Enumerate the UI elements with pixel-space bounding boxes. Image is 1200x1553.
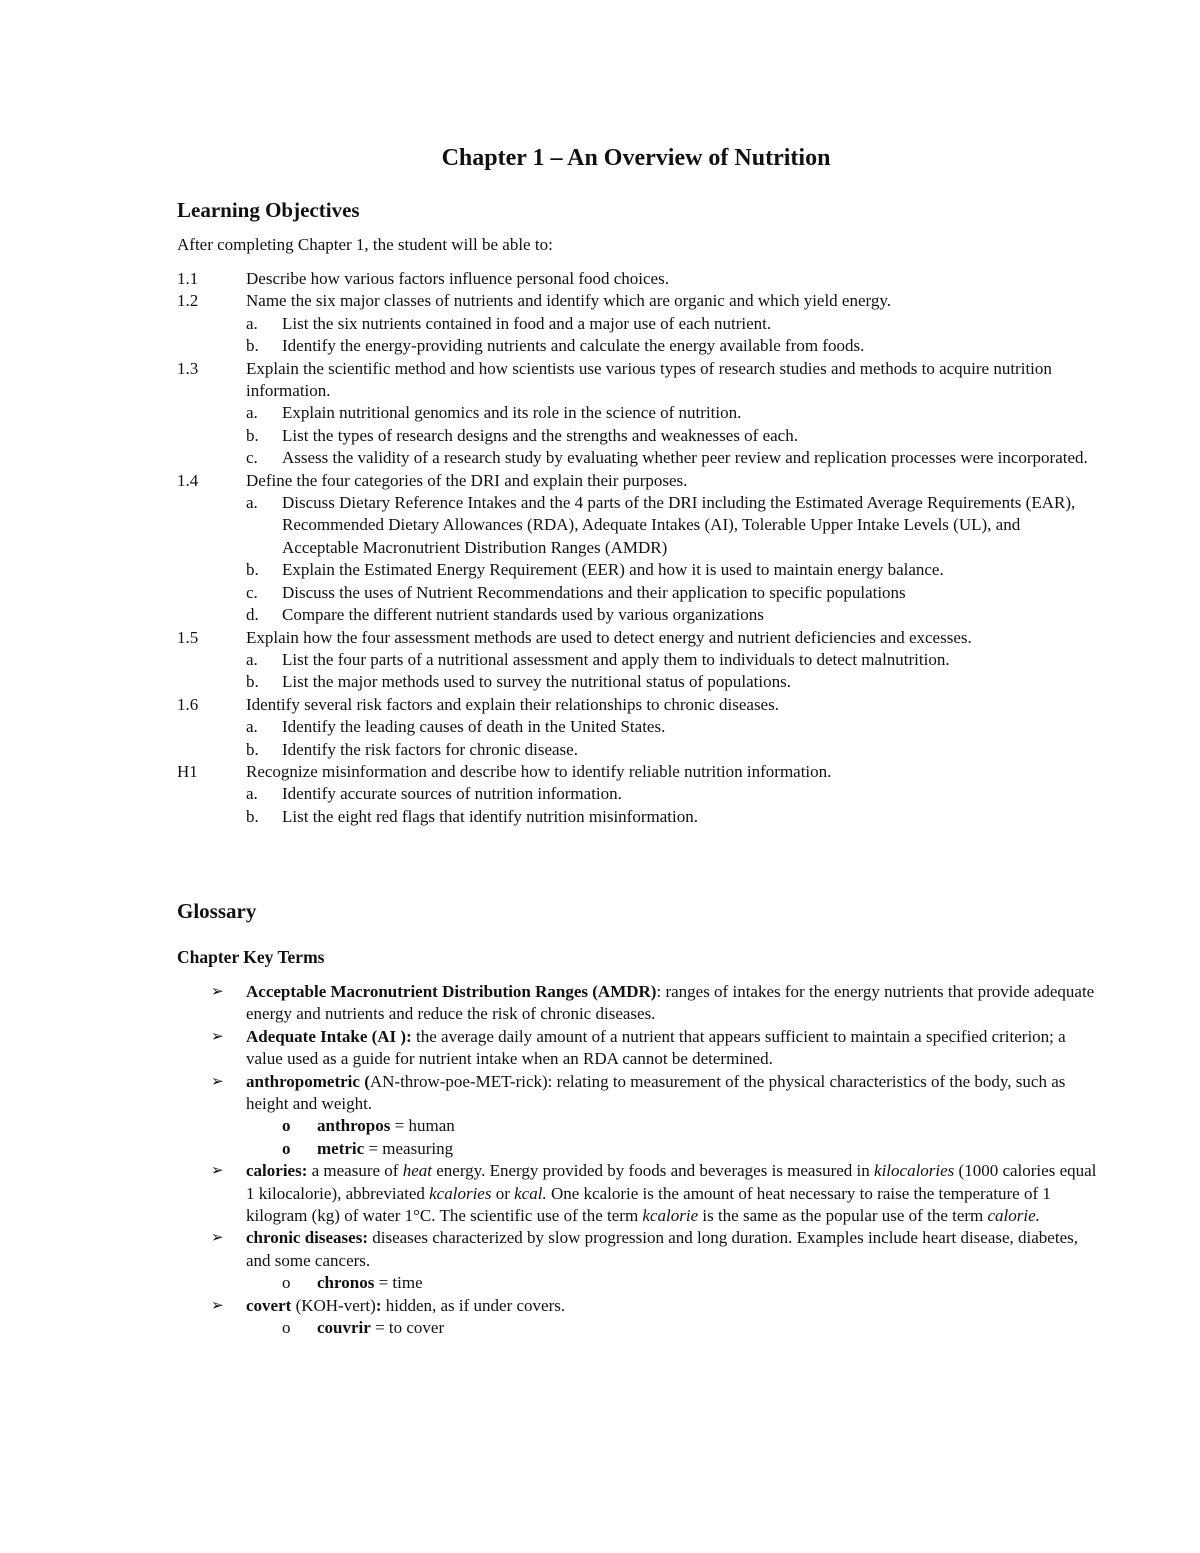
term-definition: diseases characterized by slow progression and long duration. Examples include heart disease, diabetes, and some cancers. xyxy=(246,1228,1078,1270)
arrow-bullet-icon: ➢ xyxy=(211,1297,224,1314)
objective-subitem xyxy=(177,739,1092,761)
glossary-term-amdr xyxy=(177,981,1102,1026)
objective-item xyxy=(177,358,1092,403)
objective-number: 1.5 xyxy=(177,627,199,647)
objective-subitem xyxy=(177,402,1092,424)
objective-subitem xyxy=(177,783,1092,805)
chapter-key-terms-heading: Chapter Key Terms xyxy=(177,947,325,967)
term-emphasis: kilocalories xyxy=(874,1161,955,1181)
term-definition: the average daily amount of a nutrient that appears sufficient to maintain a specified criterion; a value used as a guide for nutrient intake when an RDA cannot be determined. xyxy=(246,1026,1066,1069)
root-meaning: = to cover xyxy=(370,1318,445,1338)
term-definition: is the same as the popular use of the term xyxy=(698,1206,988,1226)
circle-bullet-icon: o xyxy=(282,1138,291,1158)
term-emphasis: kcal. xyxy=(514,1183,547,1203)
objective-text: Name the six major classes of nutrients and identify which are organic and which yield energy. xyxy=(246,291,892,311)
term-name: anthropometric ( xyxy=(246,1071,370,1091)
objective-subitem xyxy=(177,447,1092,469)
circle-bullet-icon: o xyxy=(282,1116,291,1136)
term-definition: One kcalorie is the amount of heat necessary to raise the temperature of 1 kilogram (kg) of water 1°C. The scientific use of the term xyxy=(246,1183,1051,1226)
arrow-bullet-icon: ➢ xyxy=(211,1163,224,1180)
root-word: anthropos xyxy=(317,1116,391,1136)
arrow-bullet-icon: ➢ xyxy=(211,1230,224,1247)
glossary-term-calories xyxy=(177,1160,1102,1227)
objective-subitem xyxy=(177,492,1092,559)
page-title: Chapter 1 – An Overview of Nutrition xyxy=(441,145,831,171)
circle-bullet-icon: o xyxy=(282,1318,291,1338)
root-meaning: = measuring xyxy=(364,1138,454,1158)
objective-number: 1.1 xyxy=(177,269,199,288)
objective-item xyxy=(177,627,1092,649)
objective-subitem xyxy=(177,559,1092,581)
term-definition: energy. Energy provided by foods and beverages is measured in xyxy=(431,1161,875,1181)
objective-number: H1 xyxy=(177,761,198,781)
circle-bullet-icon: o xyxy=(282,1273,291,1293)
glossary-term-chronic-diseases xyxy=(177,1227,1102,1272)
subitem-text: Discuss the uses of Nutrient Recommendations and their application to specific populations xyxy=(282,582,906,602)
word-root xyxy=(177,1138,1102,1160)
objective-text: Explain the scientific method and how scientists use various types of research studies and methods to acquire nutrition information. xyxy=(246,358,1052,401)
subitem-text: List the six nutrients contained in food and a major use of each nutrient. xyxy=(282,313,772,333)
objective-subitem xyxy=(177,582,1092,604)
objective-number: 1.3 xyxy=(177,358,199,378)
arrow-bullet-icon: ➢ xyxy=(211,984,224,1000)
objective-text: Describe how various factors influence personal food choices. xyxy=(246,269,669,288)
subitem-letter: a. xyxy=(246,313,258,333)
term-emphasis: kcalories xyxy=(429,1183,492,1203)
subitem-text: List the major methods used to survey the nutritional status of populations. xyxy=(282,672,791,692)
term-definition: : ranges of intakes for the energy nutrients that provide adequate energy and nutrients and reduce the risk of chronic diseases. xyxy=(246,982,1095,1024)
objective-number: 1.4 xyxy=(177,470,199,490)
subitem-letter: a. xyxy=(246,717,258,737)
term-definition: (1000 calories equal 1 kilocalorie), abbreviated xyxy=(246,1161,1097,1203)
subitem-letter: c. xyxy=(246,582,258,602)
objective-subitem xyxy=(177,649,1092,671)
term-definition: AN-throw-poe-MET-rick): relating to measurement of the physical characteristics of the body, such as height and weight. xyxy=(246,1071,1066,1114)
objective-subitem xyxy=(177,604,1092,626)
learning-objectives-list xyxy=(177,268,1092,828)
objective-subitem xyxy=(177,425,1092,447)
term-emphasis: kcalorie xyxy=(642,1206,699,1226)
subitem-letter: b. xyxy=(246,425,259,445)
subitem-letter: b. xyxy=(246,672,259,692)
objective-text: Recognize misinformation and describe how to identify reliable nutrition information. xyxy=(246,761,832,781)
subitem-text: Explain the Estimated Energy Requirement (EER) and how it is used to maintain energy balance. xyxy=(282,560,944,580)
subitem-text: Identify the risk factors for chronic disease. xyxy=(282,739,578,759)
subitem-letter: a. xyxy=(246,403,258,423)
term-name: Adequate Intake (AI ): xyxy=(246,1026,412,1046)
glossary-term-adequate-intake xyxy=(177,1026,1102,1071)
subitem-letter: d. xyxy=(246,605,259,625)
term-definition: hidden, as if under covers. xyxy=(381,1295,566,1315)
subitem-text: Assess the validity of a research study by evaluating whether peer review and replication processes were incorporated. xyxy=(282,448,1088,468)
subitem-letter: a. xyxy=(246,649,258,669)
objective-subitem xyxy=(177,671,1092,693)
objective-subitem xyxy=(177,806,1092,828)
word-root xyxy=(177,1272,1102,1294)
subitem-letter: b. xyxy=(246,739,259,759)
objective-item xyxy=(177,268,1092,290)
subitem-letter: b. xyxy=(246,560,259,580)
term-definition: a measure of xyxy=(307,1161,403,1181)
term-name: chronic diseases: xyxy=(246,1228,368,1248)
objective-subitem xyxy=(177,313,1092,335)
term-pronunciation: (KOH-vert) xyxy=(291,1295,376,1315)
objective-number: 1.2 xyxy=(177,291,199,311)
subitem-text: List the types of research designs and the strengths and weaknesses of each. xyxy=(282,425,798,445)
learning-objectives-intro: After completing Chapter 1, the student will be able to: xyxy=(177,235,553,254)
objective-text: Define the four categories of the DRI and explain their purposes. xyxy=(246,470,688,490)
subitem-text: Discuss Dietary Reference Intakes and the 4 parts of the DRI including the Estimated Average Requirements (EAR), Recommended Dietary Allowances (RDA), Adequate Intakes (AI), Tolerable Upper Intake Levels (UL), and Acceptable Macronutrient Distribution Ranges (AMDR) xyxy=(282,493,1076,557)
term-emphasis: calorie. xyxy=(987,1206,1040,1226)
objective-item xyxy=(177,761,1092,783)
objective-subitem xyxy=(177,716,1092,738)
glossary-term-anthropometric xyxy=(177,1071,1102,1116)
term-name: covert xyxy=(246,1295,292,1315)
glossary-term-covert xyxy=(177,1295,1102,1317)
objective-text: Identify several risk factors and explain their relationships to chronic diseases. xyxy=(246,694,779,714)
subitem-letter: c. xyxy=(246,448,258,468)
subitem-text: Identify accurate sources of nutrition information. xyxy=(282,784,622,804)
subitem-text: Explain nutritional genomics and its role in the science of nutrition. xyxy=(282,403,742,423)
learning-objectives-heading: Learning Objectives xyxy=(177,198,360,222)
subitem-letter: b. xyxy=(246,806,259,826)
objective-text: Explain how the four assessment methods are used to detect energy and nutrient deficiencies and excesses. xyxy=(246,627,972,647)
word-root xyxy=(177,1115,1102,1137)
term-emphasis: heat xyxy=(402,1161,432,1181)
objective-subitem xyxy=(177,335,1092,357)
subitem-text: List the four parts of a nutritional assessment and apply them to individuals to detect malnutrition. xyxy=(282,649,950,669)
term-name: calories: xyxy=(246,1161,308,1181)
term-name: Acceptable Macronutrient Distribution Ranges (AMDR) xyxy=(246,982,657,1001)
objective-item xyxy=(177,290,1092,312)
subitem-text: List the eight red flags that identify nutrition misinformation. xyxy=(282,806,698,826)
arrow-bullet-icon: ➢ xyxy=(211,1073,224,1090)
term-colon: : xyxy=(375,1295,382,1315)
root-meaning: = time xyxy=(374,1273,423,1293)
root-word: chronos xyxy=(317,1273,375,1293)
glossary-list xyxy=(177,981,1102,1340)
root-word: metric xyxy=(317,1138,365,1158)
objective-number: 1.6 xyxy=(177,694,199,714)
term-definition: or xyxy=(491,1183,515,1203)
subitem-text: Identify the energy-providing nutrients and calculate the energy available from foods. xyxy=(282,336,865,356)
objective-item xyxy=(177,694,1092,716)
word-root xyxy=(177,1317,1102,1339)
subitem-letter: a. xyxy=(246,493,258,513)
root-word: couvrir xyxy=(317,1318,371,1338)
glossary-heading: Glossary xyxy=(177,899,257,923)
root-meaning: = human xyxy=(390,1116,455,1136)
subitem-letter: b. xyxy=(246,336,259,356)
subitem-text: Compare the different nutrient standards used by various organizations xyxy=(282,605,764,625)
subitem-text: Identify the leading causes of death in the United States. xyxy=(282,717,666,737)
subitem-letter: a. xyxy=(246,784,258,804)
objective-item xyxy=(177,470,1092,492)
arrow-bullet-icon: ➢ xyxy=(211,1028,224,1045)
